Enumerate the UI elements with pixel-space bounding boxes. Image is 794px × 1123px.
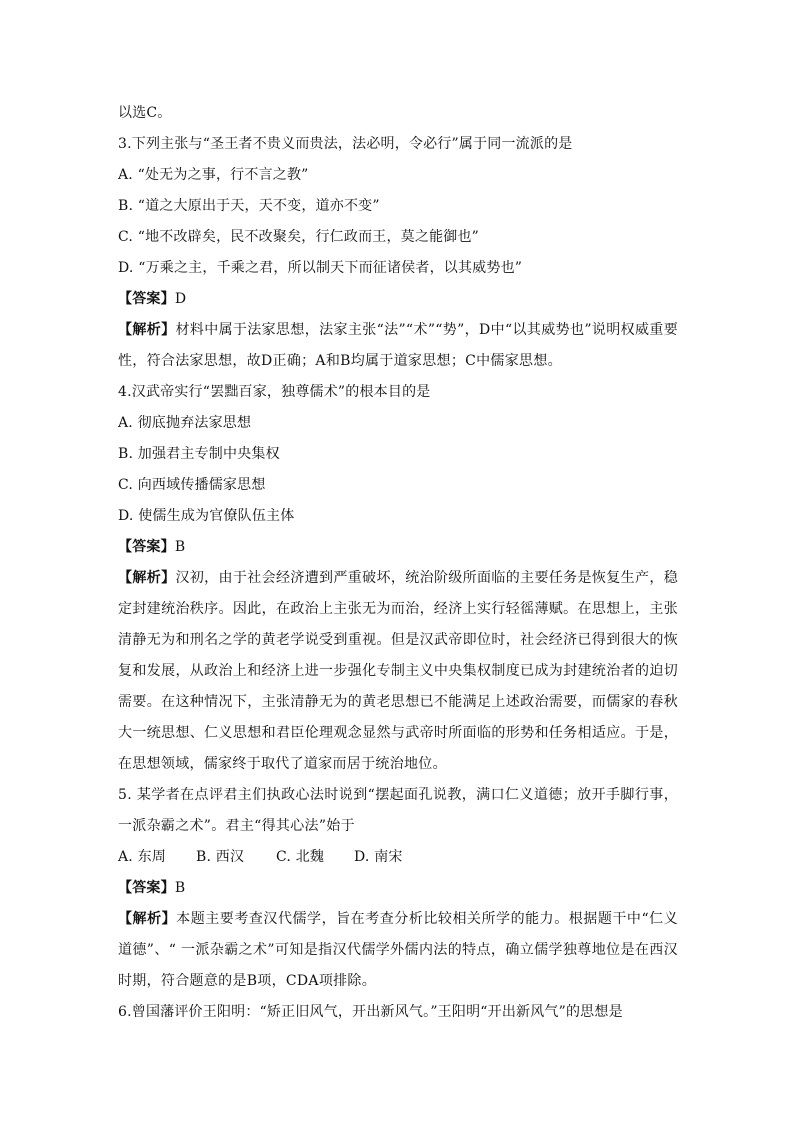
question-3: 3.下列主张与“圣王者不贵义而贵法，法必明，令必行”属于同一流派的是 [118, 136, 573, 152]
answer-value: B [174, 539, 186, 555]
answer-value: D [174, 291, 187, 307]
question-5-option-c: C. 北魏 [276, 849, 325, 865]
document-page [118, 98, 678, 1028]
answer-label: 【答案】 [118, 291, 175, 307]
question-3-option-c: C. “地不改辟矣，民不改聚矣，行仁政而王，莫之能御也” [118, 229, 480, 245]
prev-answer-tail: 以选C。 [118, 105, 172, 121]
explanation-text: 汉初，由于社会经济遭到严重破坏，统治阶级所面临的主要任务是恢复生产，稳定封建统治秩序。因此，在政治上主张无为而治，经济上实行轻徭薄赋。在思想上，主张清静无为和刑名之学的黄老学说受到重视。但是汉武帝即位时，社会经济已得到很大的恢复和发展，从政治上和经济上进一步强化专制主义中央集权制度已成为封建统治者的迫切需要。在这种情况下，主张清静无为的黄老思想已不能满足上述政治需要，而儒家的春秋大一统思想、仁义思想和君臣伦理观念显然与武帝时所面临的形势和任务相适应。于是，在思想领域，儒家终于取代了道家而居于统治地位。 [118, 570, 679, 772]
explanation-label: 【解析】 [118, 570, 176, 586]
explanation-label: 【解析】 [118, 911, 177, 927]
question-5-option-a: A. 东周 [118, 849, 167, 865]
question-6: 6.曾国藩评价王阳明：“矫正旧风气，开出新风气。”王阳明“开出新风气”的思想是 [118, 1004, 623, 1020]
question-5-option-d: D. 南宋 [354, 849, 403, 865]
question-4-option-a: A. 彻底抛弃法家思想 [118, 415, 252, 431]
explanation-text: 本题主要考查汉代儒学，旨在考查分析比较相关所学的能力。根据题干中“仁义道德”、“ 一派杂霸之术”可知是指汉代儒学外儒内法的特点，确立儒学独尊地位是在西汉时期，符合题意的是B项，CDA项排除。 [118, 911, 679, 989]
answer-value: B [174, 880, 186, 896]
question-5: 5. 某学者在点评君主们执政心法时说到“摆起面孔说教，满口仁义道德；放开手脚行事，一派杂霸之术”。君主“得其心法”始于 [118, 787, 678, 834]
question-5-answer [118, 873, 678, 904]
explanation-label: 【解析】 [118, 322, 176, 338]
answer-label: 【答案】 [118, 880, 175, 896]
question-4-option-c: C. 向西域传播儒家思想 [118, 477, 266, 493]
question-3-explanation [118, 315, 678, 377]
question-3-option-b: B. “道之大原出于天，天不变，道亦不变” [118, 198, 380, 214]
question-4: 4.汉武帝实行“罢黜百家，独尊儒术”的根本目的是 [118, 384, 431, 400]
question-5-options [118, 842, 678, 873]
question-3-answer [118, 284, 678, 315]
question-4-option-b: B. 加强君主专制中央集权 [118, 446, 280, 462]
explanation-text: 材料中属于法家思想，法家主张“法”“术”“势”，D中“以其威势也”说明权威重要性，符合法家思想，故D正确；A和B均属于道家思想；C中儒家思想。 [118, 322, 678, 369]
question-3-option-d: D. “万乘之主，千乘之君，所以制天下而征诸侯者，以其威势也” [118, 260, 523, 276]
answer-label: 【答案】 [118, 539, 175, 555]
question-4-answer [118, 532, 678, 563]
question-3-option-a: A. “处无为之事，行不言之教” [118, 167, 309, 183]
question-4-option-d: D. 使儒生成为官僚队伍主体 [118, 508, 295, 524]
question-4-explanation [118, 563, 678, 780]
question-5-explanation [118, 904, 678, 997]
question-5-option-b: B. 西汉 [196, 849, 245, 865]
